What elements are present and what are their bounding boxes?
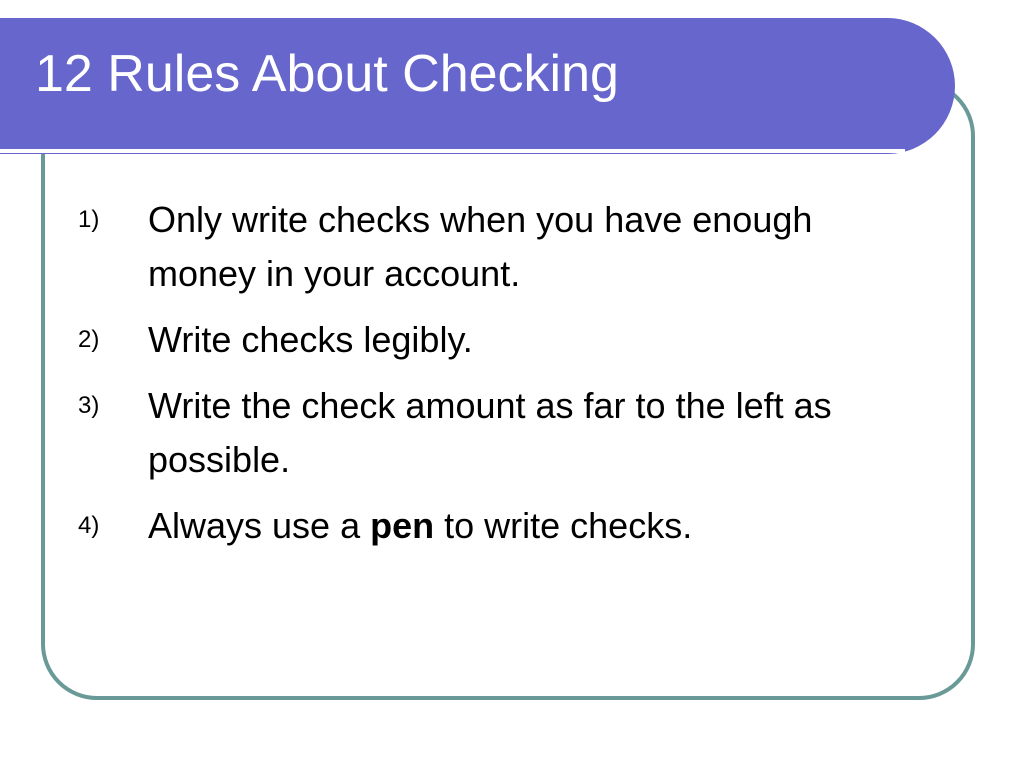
- list-item: [78, 379, 898, 487]
- list-item-number: 4): [78, 512, 100, 539]
- list-item: [78, 499, 898, 553]
- list-item: [78, 193, 898, 301]
- list-item-text: Write the check amount as far to the left as possible.: [148, 385, 832, 480]
- text-before-pen: Always use a: [148, 505, 371, 546]
- list-item-number: 3): [78, 392, 100, 419]
- text-after-pen: to write checks.: [434, 505, 693, 546]
- pen-emphasis: pen: [370, 505, 435, 546]
- list-item-text: [148, 499, 898, 553]
- title-underline: [0, 149, 905, 153]
- list-item: [78, 313, 898, 367]
- slide-title: 12 Rules About Checking: [35, 45, 619, 103]
- rules-list: [78, 193, 898, 565]
- list-item-number: 1): [78, 206, 100, 233]
- list-item-number: 2): [78, 326, 100, 353]
- list-item-text: Write checks legibly.: [148, 319, 473, 360]
- list-item-text: Only write checks when you have enough money in your account.: [148, 199, 813, 294]
